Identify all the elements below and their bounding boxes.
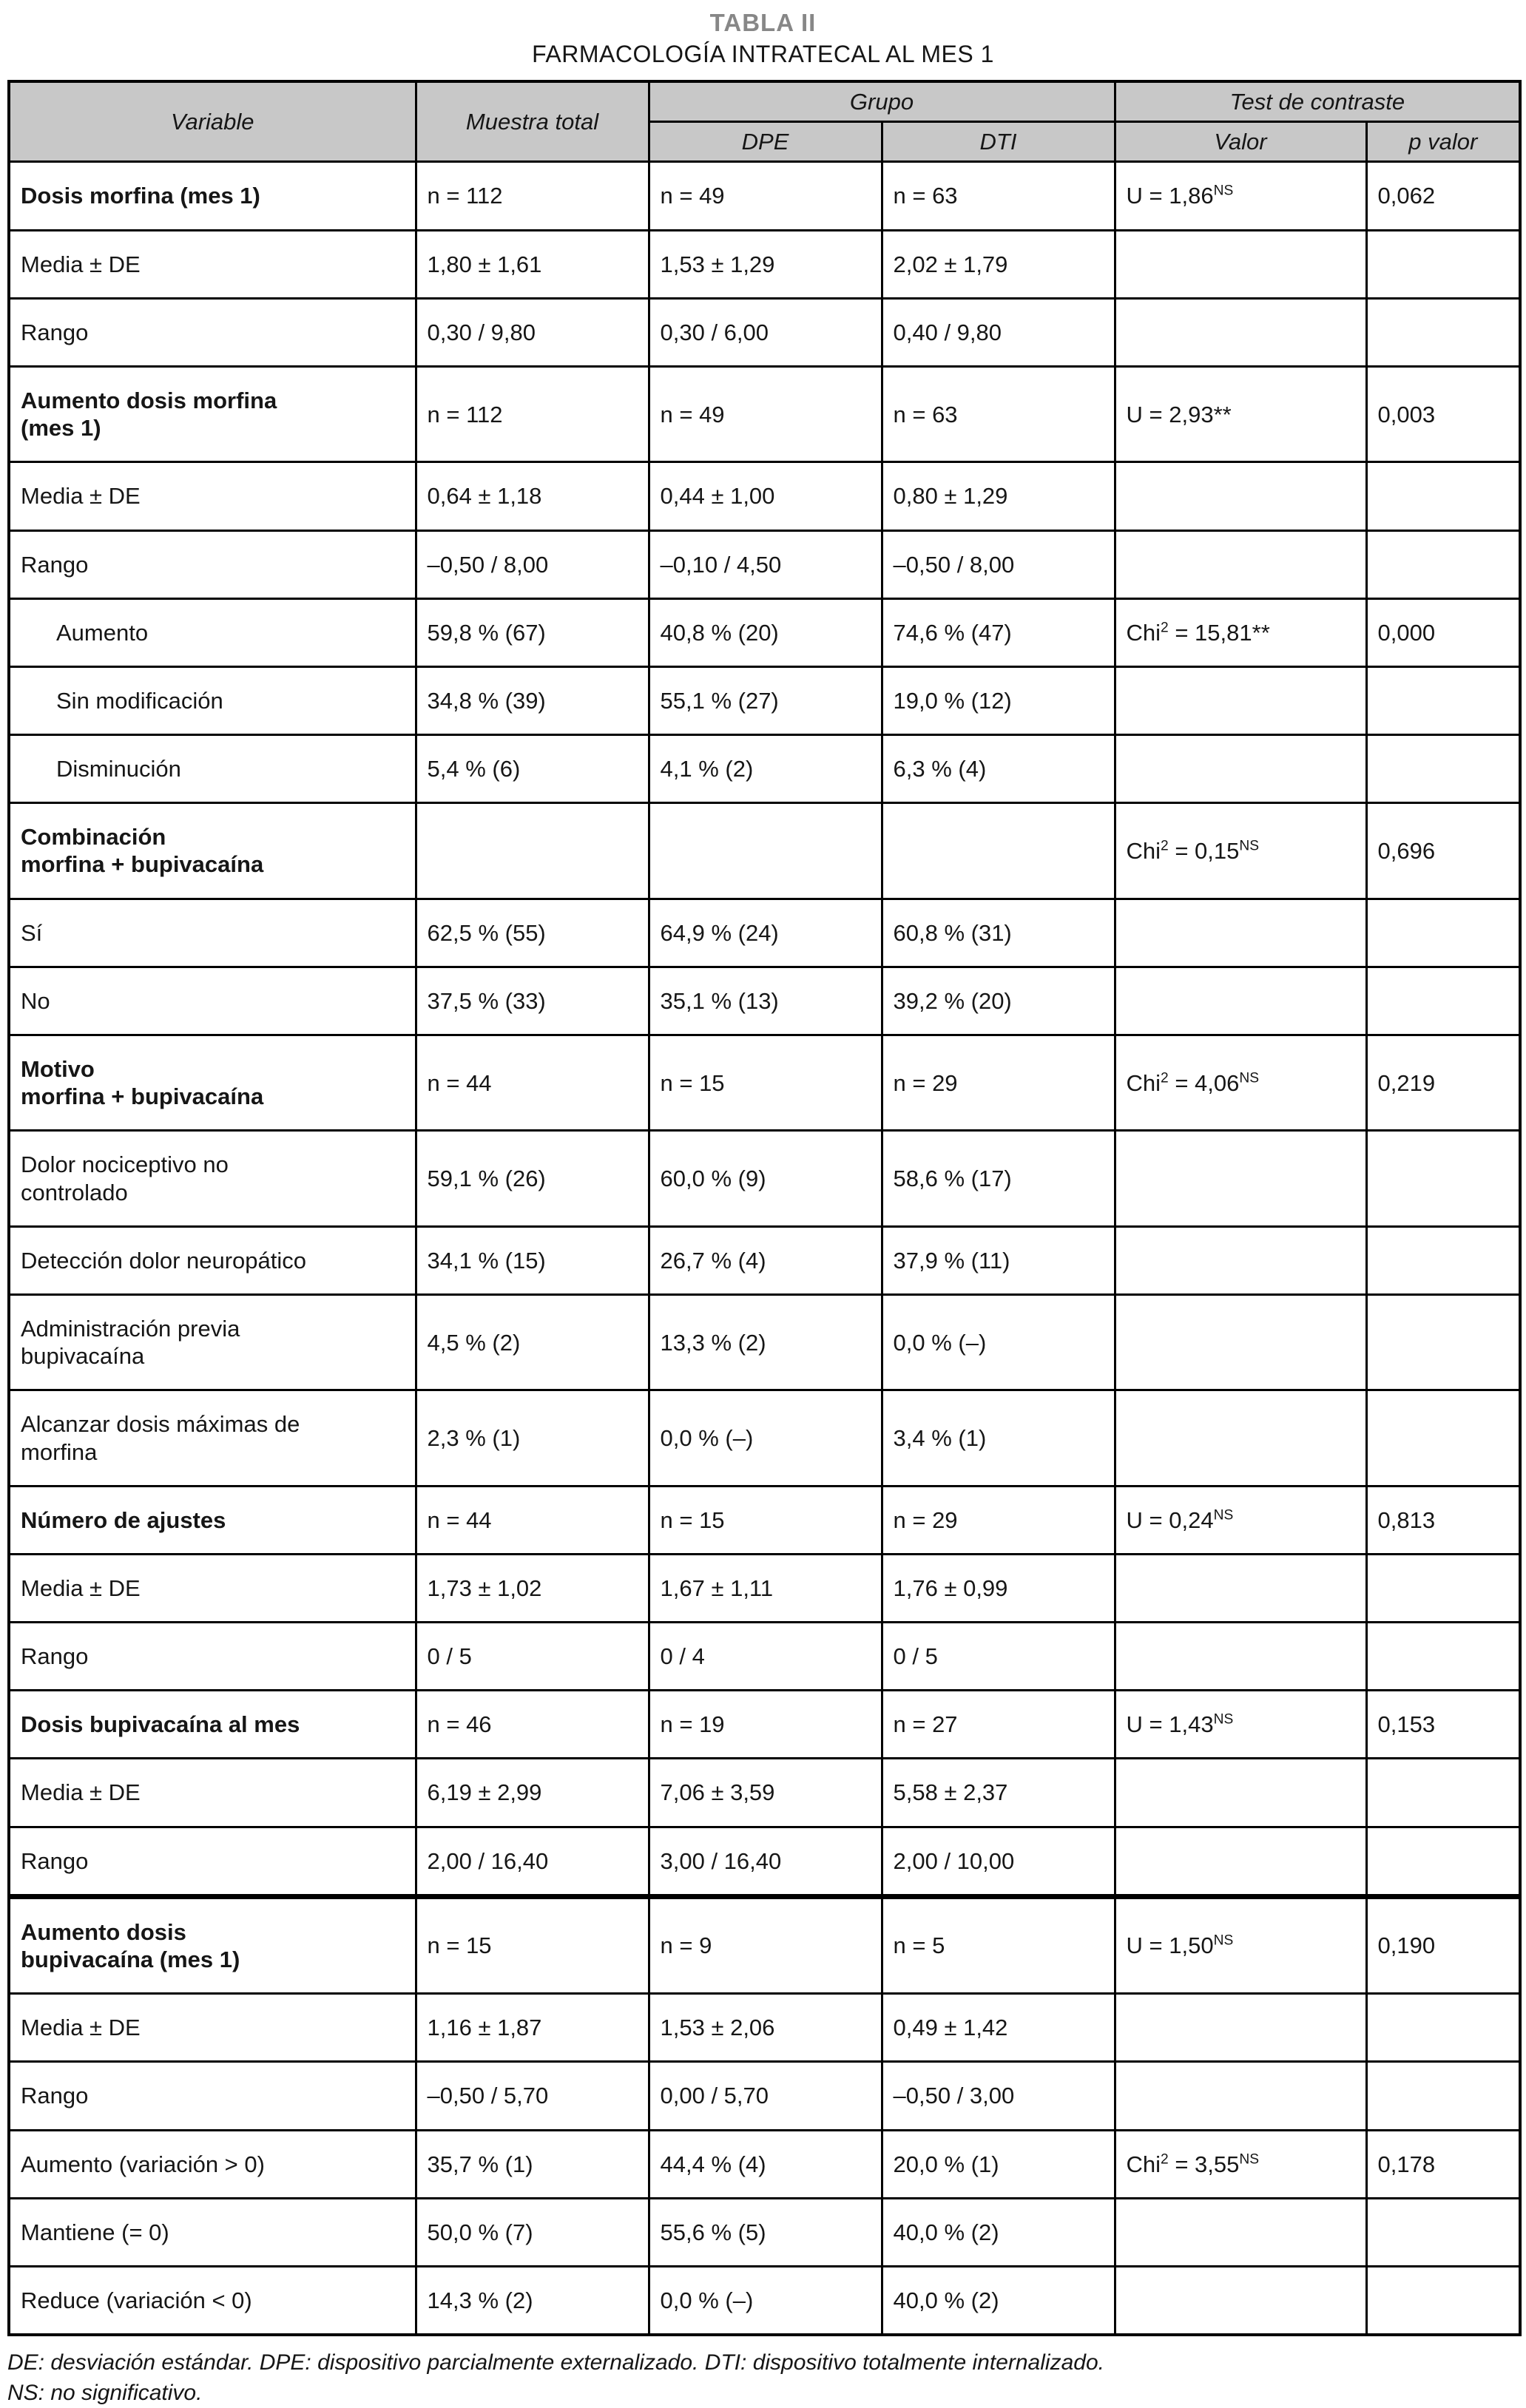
table-cell (1366, 2198, 1520, 2266)
table-row (9, 2130, 1520, 2198)
header-muestra-total: Muestra total (416, 81, 649, 162)
table-cell: 0,49 ± 1,42 (882, 1994, 1115, 2062)
table-cell: 1,73 ± 1,02 (416, 1554, 649, 1622)
table-cell: 55,6 % (5) (649, 2198, 882, 2266)
table-cell: 3,4 % (1) (882, 1390, 1115, 1486)
row-label: Mantiene (= 0) (9, 2198, 416, 2266)
table-cell (1366, 1390, 1520, 1486)
table-row (9, 1994, 1520, 2062)
table-cell (1366, 462, 1520, 530)
table-cell: n = 63 (882, 162, 1115, 230)
table-cell (1366, 735, 1520, 803)
table-cell (1115, 298, 1366, 366)
table-cell: 0,178 (1366, 2130, 1520, 2198)
table-cell: Chi$^2$ = 15,81** (1115, 598, 1366, 666)
table-cell: 1,80 ± 1,61 (416, 230, 649, 298)
table-cell: 40,8 % (20) (649, 598, 882, 666)
table-footnote (7, 2348, 1519, 2408)
table-cell: n = 112 (416, 366, 649, 461)
table-cell: n = 63 (882, 366, 1115, 461)
row-label: Aumento dosis morfina (mes 1) (9, 366, 416, 461)
table-cell: 74,6 % (47) (882, 598, 1115, 666)
table-row (9, 1226, 1520, 1294)
table-row (9, 803, 1520, 899)
row-label: Rango (9, 298, 416, 366)
table-row (9, 1759, 1520, 1827)
table-cell: –0,50 / 8,00 (416, 530, 649, 598)
table-cell: n = 5 (882, 1896, 1115, 1993)
table-row (9, 1827, 1520, 1896)
row-label: Media ± DE (9, 230, 416, 298)
table-cell: 2,02 ± 1,79 (882, 230, 1115, 298)
table-cell: n = 49 (649, 162, 882, 230)
row-label: Alcanzar dosis máximas de morfina (9, 1390, 416, 1486)
table-cell: –0,10 / 4,50 (649, 530, 882, 598)
table-cell (1115, 1759, 1366, 1827)
table-cell: 34,1 % (15) (416, 1226, 649, 1294)
table-cell: 60,8 % (31) (882, 899, 1115, 967)
table-row (9, 366, 1520, 461)
table-cell (1366, 2062, 1520, 2130)
table-cell: $Chi^2 = 4,06^{NS}$ (1115, 1035, 1366, 1131)
table-cell: –0,50 / 5,70 (416, 2062, 649, 2130)
row-label: Administración previa bupivacaína (9, 1294, 416, 1390)
table-row (9, 1035, 1520, 1131)
table-cell: $U = 1,50^{NS}$ (1115, 1896, 1366, 1993)
table-row (9, 2062, 1520, 2130)
row-label: Detección dolor neuropático (9, 1226, 416, 1294)
table-cell: 0,30 / 9,80 (416, 298, 649, 366)
table-cell (1115, 2062, 1366, 2130)
table-cell: –0,50 / 8,00 (882, 530, 1115, 598)
table-cell: 0,30 / 6,00 (649, 298, 882, 366)
table-cell (1115, 2198, 1366, 2266)
table-row (9, 735, 1520, 803)
table-row (9, 899, 1520, 967)
table-row (9, 1131, 1520, 1226)
table-cell (1366, 1827, 1520, 1896)
table-cell: 0,40 / 9,80 (882, 298, 1115, 366)
header-grupo: Grupo (649, 81, 1115, 122)
table-cell: U = 2,93** (1115, 366, 1366, 461)
table-cell: n = 19 (649, 1691, 882, 1759)
table-cell: n = 49 (649, 366, 882, 461)
table-cell: 0 / 5 (882, 1623, 1115, 1691)
table-cell: 0,003 (1366, 366, 1520, 461)
table-row (9, 967, 1520, 1035)
table-cell: 4,5 % (2) (416, 1294, 649, 1390)
table-cell: –0,50 / 3,00 (882, 2062, 1115, 2130)
row-label: Rango (9, 1827, 416, 1896)
table-cell: 6,3 % (4) (882, 735, 1115, 803)
row-label: Dosis bupivacaína al mes (9, 1691, 416, 1759)
table-row (9, 298, 1520, 366)
table-cell: 64,9 % (24) (649, 899, 882, 967)
header-test-contraste: Test de contraste (1115, 81, 1520, 122)
table-cell: 14,3 % (2) (416, 2266, 649, 2335)
table-cell: 0,696 (1366, 803, 1520, 899)
table-row (9, 162, 1520, 230)
table-cell (1366, 666, 1520, 734)
table-cell: 1,67 ± 1,11 (649, 1554, 882, 1622)
table-cell: 34,8 % (39) (416, 666, 649, 734)
table-cell (1115, 530, 1366, 598)
table-body (9, 162, 1520, 2335)
table-cell: 37,5 % (33) (416, 967, 649, 1035)
table-cell: 40,0 % (2) (882, 2198, 1115, 2266)
table-cell (1115, 1994, 1366, 2062)
table-cell: 59,8 % (67) (416, 598, 649, 666)
farmacologia-table (7, 80, 1522, 2336)
table-cell: 7,06 ± 3,59 (649, 1759, 882, 1827)
table-cell: 35,7 % (1) (416, 2130, 649, 2198)
table-cell: 3,00 / 16,40 (649, 1827, 882, 1896)
table-row (9, 1486, 1520, 1554)
table-row (9, 598, 1520, 666)
table-cell: 0,80 ± 1,29 (882, 462, 1115, 530)
table-cell: n = 112 (416, 162, 649, 230)
table-cell (1366, 530, 1520, 598)
row-label: Media ± DE (9, 1554, 416, 1622)
table-cell: 1,53 ± 2,06 (649, 1994, 882, 2062)
row-label: Número de ajustes (9, 1486, 416, 1554)
row-label: Aumento dosis bupivacaína (mes 1) (9, 1896, 416, 1993)
row-label: Dolor nociceptivo no controlado (9, 1131, 416, 1226)
table-row (9, 2198, 1520, 2266)
row-label: Disminución (9, 735, 416, 803)
table-cell: n = 15 (649, 1035, 882, 1131)
table-cell: 62,5 % (55) (416, 899, 649, 967)
table-row (9, 1691, 1520, 1759)
table-cell (649, 803, 882, 899)
table-cell: 13,3 % (2) (649, 1294, 882, 1390)
table-cell: 26,7 % (4) (649, 1226, 882, 1294)
table-cell: $U = 1,43^{NS}$ (1115, 1691, 1366, 1759)
table-cell (1366, 298, 1520, 366)
table-row (9, 230, 1520, 298)
row-label: Rango (9, 1623, 416, 1691)
table-cell: 0,153 (1366, 1691, 1520, 1759)
table-cell: 0,0 % (–) (882, 1294, 1115, 1390)
table-cell: 44,4 % (4) (649, 2130, 882, 2198)
row-label: Combinación morfina + bupivacaína (9, 803, 416, 899)
table-cell (1366, 967, 1520, 1035)
header-valor: Valor (1115, 122, 1366, 162)
table-cell: 40,0 % (2) (882, 2266, 1115, 2335)
row-label: Rango (9, 2062, 416, 2130)
table-cell: 0,190 (1366, 1896, 1520, 1993)
table-cell: 0,0 % (–) (649, 1390, 882, 1486)
header-variable: Variable (9, 81, 416, 162)
table-cell (1115, 462, 1366, 530)
table-cell (1366, 899, 1520, 967)
footnote-line-2: NS: no significativo. (7, 2380, 203, 2405)
table-row (9, 1623, 1520, 1691)
row-label: Sí (9, 899, 416, 967)
table-cell (882, 803, 1115, 899)
table-cell (1366, 1554, 1520, 1622)
table-cell: $U = 1,86^{NS}$ (1115, 162, 1366, 230)
table-cell (1115, 1226, 1366, 1294)
table-cell (1366, 1294, 1520, 1390)
table-row (9, 462, 1520, 530)
table-cell: 0,00 / 5,70 (649, 2062, 882, 2130)
table-cell: 0,062 (1366, 162, 1520, 230)
table-cell: 1,16 ± 1,87 (416, 1994, 649, 2062)
table-row (9, 2266, 1520, 2335)
table-cell: 2,3 % (1) (416, 1390, 649, 1486)
table-cell (1115, 1827, 1366, 1896)
table-cell: 2,00 / 10,00 (882, 1827, 1115, 1896)
table-header (9, 81, 1520, 162)
table-cell: 0,000 (1366, 598, 1520, 666)
table-cell: n = 15 (416, 1896, 649, 1993)
row-label: Motivo morfina + bupivacaína (9, 1035, 416, 1131)
table-cell: 35,1 % (13) (649, 967, 882, 1035)
table-row (9, 1896, 1520, 1993)
table-cell (1366, 1131, 1520, 1226)
table-cell: 0,64 ± 1,18 (416, 462, 649, 530)
table-row (9, 1554, 1520, 1622)
table-cell: $U = 0,24^{NS}$ (1115, 1486, 1366, 1554)
table-cell: 0,813 (1366, 1486, 1520, 1554)
table-cell: 19,0 % (12) (882, 666, 1115, 734)
table-cell (1366, 230, 1520, 298)
table-cell: 50,0 % (7) (416, 2198, 649, 2266)
table-cell (1115, 1554, 1366, 1622)
table-cell: 58,6 % (17) (882, 1131, 1115, 1226)
table-cell (1115, 2266, 1366, 2335)
table-cell (1115, 230, 1366, 298)
table-cell (416, 803, 649, 899)
table-cell: 60,0 % (9) (649, 1131, 882, 1226)
table-cell: 55,1 % (27) (649, 666, 882, 734)
table-cell: n = 29 (882, 1035, 1115, 1131)
table-row (9, 1390, 1520, 1486)
table-cell: 59,1 % (26) (416, 1131, 649, 1226)
table-cell: 5,58 ± 2,37 (882, 1759, 1115, 1827)
table-cell (1115, 735, 1366, 803)
table-cell: 2,00 / 16,40 (416, 1827, 649, 1896)
header-p-valor: p valor (1366, 122, 1520, 162)
table-cell: n = 46 (416, 1691, 649, 1759)
table-cell: 20,0 % (1) (882, 2130, 1115, 2198)
row-label: Rango (9, 530, 416, 598)
table-cell: 37,9 % (11) (882, 1226, 1115, 1294)
table-cell: $Chi^2 = 3,55^{NS}$ (1115, 2130, 1366, 2198)
table-cell: n = 9 (649, 1896, 882, 1993)
table-cell (1115, 1623, 1366, 1691)
table-cell (1115, 967, 1366, 1035)
table-subtitle: FARMACOLOGÍA INTRATECAL AL MES 1 (532, 41, 994, 67)
row-label: Media ± DE (9, 1759, 416, 1827)
table-cell (1366, 1226, 1520, 1294)
table-row (9, 530, 1520, 598)
table-cell: 5,4 % (6) (416, 735, 649, 803)
row-label: Media ± DE (9, 1994, 416, 2062)
table-title: TABLA II (709, 9, 817, 36)
table-cell: 4,1 % (2) (649, 735, 882, 803)
table-cell: n = 44 (416, 1486, 649, 1554)
table-cell: 0,219 (1366, 1035, 1520, 1131)
table-row (9, 666, 1520, 734)
row-label: Aumento (9, 598, 416, 666)
table-cell (1115, 1390, 1366, 1486)
table-cell: 6,19 ± 2,99 (416, 1759, 649, 1827)
table-cell: 1,53 ± 1,29 (649, 230, 882, 298)
table-cell (1366, 1759, 1520, 1827)
table-cell (1115, 666, 1366, 734)
row-label: Sin modificación (9, 666, 416, 734)
table-cell (1366, 1623, 1520, 1691)
footnote-line-1: DE: desviación estándar. DPE: dispositivo parcialmente externalizado. DTI: dispositivo totalmente internalizado. (7, 2350, 1104, 2375)
header-dti: DTI (882, 122, 1115, 162)
row-label: Dosis morfina (mes 1) (9, 162, 416, 230)
header-row-1 (9, 81, 1520, 122)
row-label: Aumento (variación > 0) (9, 2130, 416, 2198)
table-cell (1115, 899, 1366, 967)
table-cell: 0 / 5 (416, 1623, 649, 1691)
table-cell (1115, 1131, 1366, 1226)
table-cell: $Chi^2 = 0,15^{NS}$ (1115, 803, 1366, 899)
table-cell (1366, 1994, 1520, 2062)
table-cell: 1,76 ± 0,99 (882, 1554, 1115, 1622)
table-cell (1115, 1294, 1366, 1390)
header-dpe: DPE (649, 122, 882, 162)
row-label: No (9, 967, 416, 1035)
row-label: Media ± DE (9, 462, 416, 530)
row-label: Reduce (variación < 0) (9, 2266, 416, 2335)
table-cell: 39,2 % (20) (882, 967, 1115, 1035)
table-cell: 0 / 4 (649, 1623, 882, 1691)
table-cell: 0,0 % (–) (649, 2266, 882, 2335)
table-cell: 0,44 ± 1,00 (649, 462, 882, 530)
table-cell (1366, 2266, 1520, 2335)
table-cell: n = 44 (416, 1035, 649, 1131)
table-cell: n = 15 (649, 1486, 882, 1554)
table-row (9, 1294, 1520, 1390)
table-cell: n = 27 (882, 1691, 1115, 1759)
table-cell: n = 29 (882, 1486, 1115, 1554)
